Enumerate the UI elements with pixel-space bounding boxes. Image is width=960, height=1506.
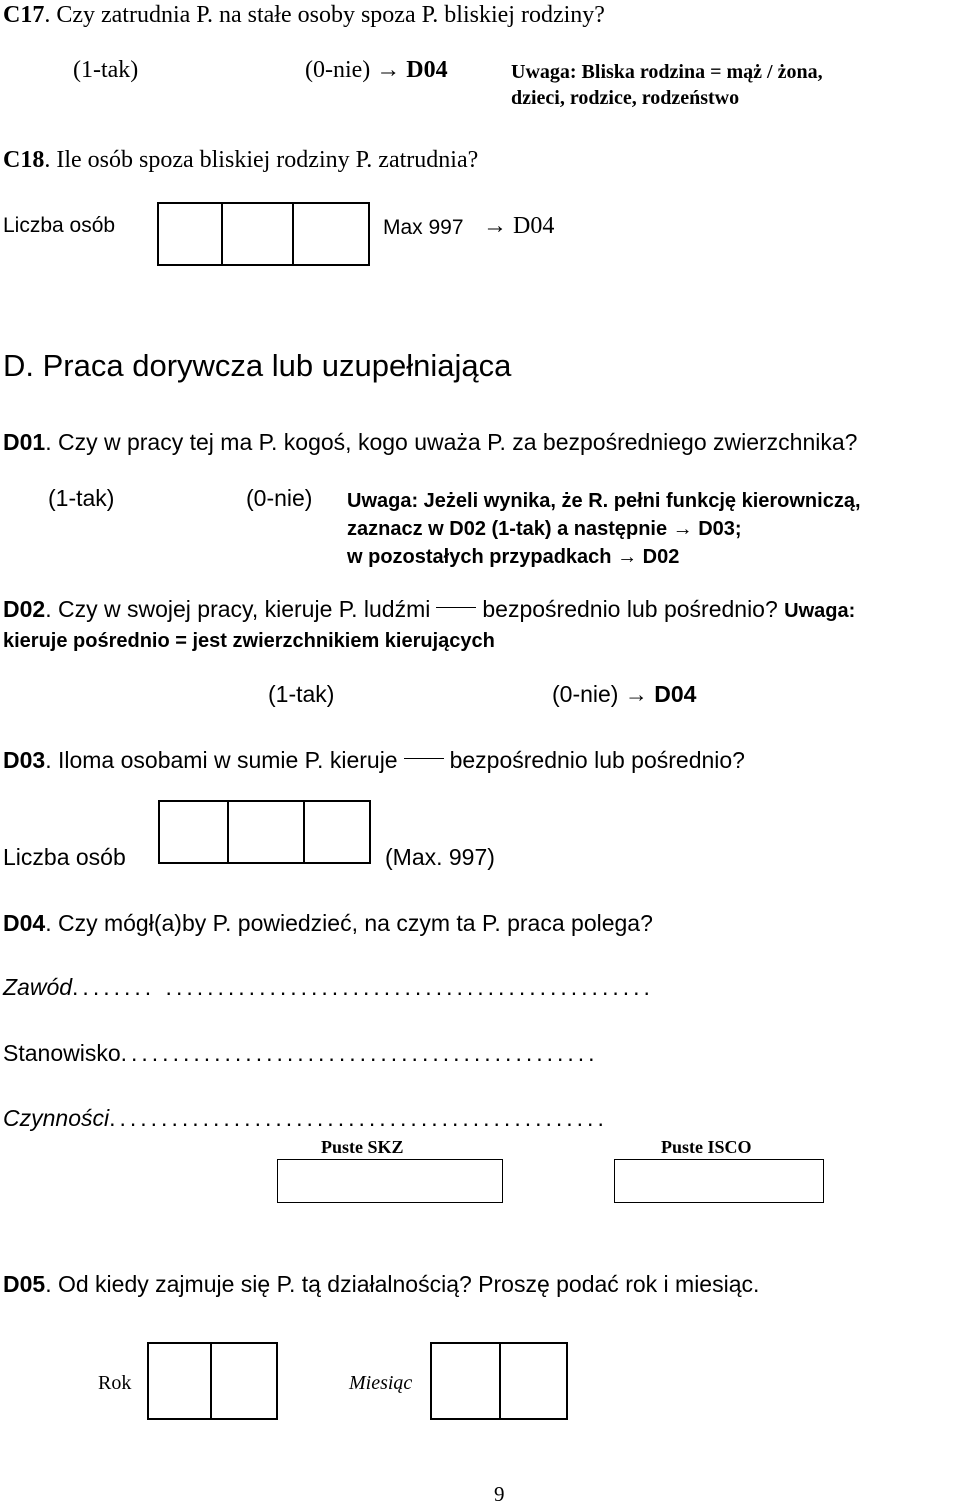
c18-jump-target: D04 xyxy=(513,213,555,239)
c17-question-text: . Czy zatrudnia P. na stałe osoby spoza P. bliskiej rodziny? xyxy=(44,2,605,28)
c18-max-label: Max 997 xyxy=(383,216,464,239)
dash-line xyxy=(404,758,444,759)
d01-option-yes[interactable]: (1-tak) xyxy=(48,485,115,511)
d03-digit-cell[interactable] xyxy=(160,802,229,862)
d05-miesiac-input[interactable] xyxy=(430,1342,568,1420)
d05-miesiac-label: Miesiąc xyxy=(349,1372,413,1394)
d04-czynnosci-label: Czynności xyxy=(3,1105,110,1131)
d04-czynnosci-line xyxy=(3,1107,608,1130)
c17-option-no[interactable] xyxy=(305,58,448,82)
d04-zawod-label: Zawód xyxy=(3,974,73,1000)
c18-digit-cell[interactable] xyxy=(223,204,294,264)
d02-code: D02 xyxy=(3,596,46,622)
page-number: 9 xyxy=(494,1482,505,1506)
d04-zawod-field[interactable]: ........ ............................................... xyxy=(72,974,654,1000)
d05-code: D05 xyxy=(3,1271,46,1297)
section-title: D. Praca dorywcza lub uzupełniająca xyxy=(3,348,512,383)
d02-option-no-label: (0-nie) xyxy=(552,681,619,707)
d02-jump-target: D04 xyxy=(654,681,697,707)
d02-question xyxy=(3,598,855,621)
d05-question-text: . Od kiedy zajmuje się P. tą działalnością? Proszę podać rok i miesiąc. xyxy=(45,1271,760,1297)
d01-question-text: . Czy w pracy tej ma P. kogoś, kogo uważa P. za bezpośredniego zwierzchnika? xyxy=(45,429,858,455)
d03-count-input[interactable] xyxy=(158,800,371,864)
d01-note-line-1: Uwaga: Jeżeli wynika, że R. pełni funkcję kierowniczą, xyxy=(347,490,861,512)
d04-zawod-line xyxy=(3,976,654,999)
c18-count-input[interactable] xyxy=(157,202,370,266)
d04-skz-label: Puste SKZ xyxy=(321,1137,404,1157)
d04-stanowisko-label: Stanowisko xyxy=(3,1040,121,1066)
d05-miesiac-digit-cell[interactable] xyxy=(501,1344,566,1418)
d05-rok-input[interactable] xyxy=(147,1342,278,1420)
arrow-icon: → xyxy=(376,57,401,83)
d04-code: D04 xyxy=(3,910,46,936)
c18-code: C18 xyxy=(3,147,45,173)
c17-question xyxy=(3,3,605,27)
c18-jump xyxy=(483,214,554,238)
d01-note-line-3: w pozostałych przypadkach → D02 xyxy=(347,546,680,568)
d02-note-prefix: Uwaga: xyxy=(784,600,856,622)
c17-note-line-2: dzieci, rodzice, rodzeństwo xyxy=(511,87,740,109)
d01-note-line-2: zaznacz w D02 (1-tak) a następnie → D03; xyxy=(347,518,742,540)
d02-note: kieruje pośrednio = jest zwierzchnikiem kierujących xyxy=(3,630,495,652)
d04-skz-box[interactable] xyxy=(277,1159,503,1203)
d01-question xyxy=(3,431,857,454)
c18-question xyxy=(3,148,478,172)
d01-option-no[interactable]: (0-nie) xyxy=(246,485,313,511)
d02-option-no[interactable] xyxy=(552,683,696,706)
d04-isco-box[interactable] xyxy=(614,1159,824,1203)
c17-option-yes[interactable]: (1-tak) xyxy=(73,57,139,83)
d02-option-yes[interactable]: (1-tak) xyxy=(268,681,335,707)
c17-note-line-1: Uwaga: Bliska rodzina = mąż / żona, xyxy=(511,61,823,83)
d05-miesiac-digit-cell[interactable] xyxy=(432,1344,501,1418)
c18-question-text: . Ile osób spoza bliskiej rodziny P. zatrudnia? xyxy=(44,147,479,173)
arrow-icon: → xyxy=(483,213,507,239)
d05-rok-digit-cell[interactable] xyxy=(212,1344,276,1418)
c18-count-label: Liczba osób xyxy=(3,214,116,237)
c18-digit-cell[interactable] xyxy=(294,204,368,264)
d03-count-label: Liczba osób xyxy=(3,844,126,870)
d02-question-text-2: bezpośrednio lub pośrednio? xyxy=(482,596,778,622)
c17-jump-target: D04 xyxy=(406,57,448,83)
c17-code: C17 xyxy=(3,2,45,28)
d03-digit-cell[interactable] xyxy=(229,802,305,862)
d03-code: D03 xyxy=(3,747,46,773)
d03-question xyxy=(3,749,745,772)
d03-question-text: . Iloma osobami w sumie P. kieruje xyxy=(45,747,398,773)
c17-option-no-label: (0-nie) xyxy=(305,57,371,83)
d05-rok-digit-cell[interactable] xyxy=(149,1344,212,1418)
d04-isco-label: Puste ISCO xyxy=(661,1137,752,1157)
d03-max-label: (Max. 997) xyxy=(385,844,495,870)
d05-rok-label: Rok xyxy=(98,1372,132,1394)
d04-stanowisko-line xyxy=(3,1042,599,1065)
d04-stanowisko-field[interactable]: .............................................. xyxy=(120,1040,599,1066)
dash-line xyxy=(436,607,476,608)
d04-czynnosci-field[interactable]: ................................................ xyxy=(109,1105,608,1131)
d01-code: D01 xyxy=(3,429,46,455)
c18-digit-cell[interactable] xyxy=(159,204,223,264)
d04-question-text: . Czy mógł(a)by P. powiedzieć, na czym ta P. praca polega? xyxy=(45,910,653,936)
d03-question-text-2: bezpośrednio lub pośrednio? xyxy=(449,747,745,773)
d04-question xyxy=(3,912,653,935)
d02-question-text: . Czy w swojej pracy, kieruje P. ludźmi xyxy=(45,596,431,622)
d05-question xyxy=(3,1273,759,1296)
arrow-icon: → xyxy=(624,681,648,707)
d03-digit-cell[interactable] xyxy=(305,802,369,862)
